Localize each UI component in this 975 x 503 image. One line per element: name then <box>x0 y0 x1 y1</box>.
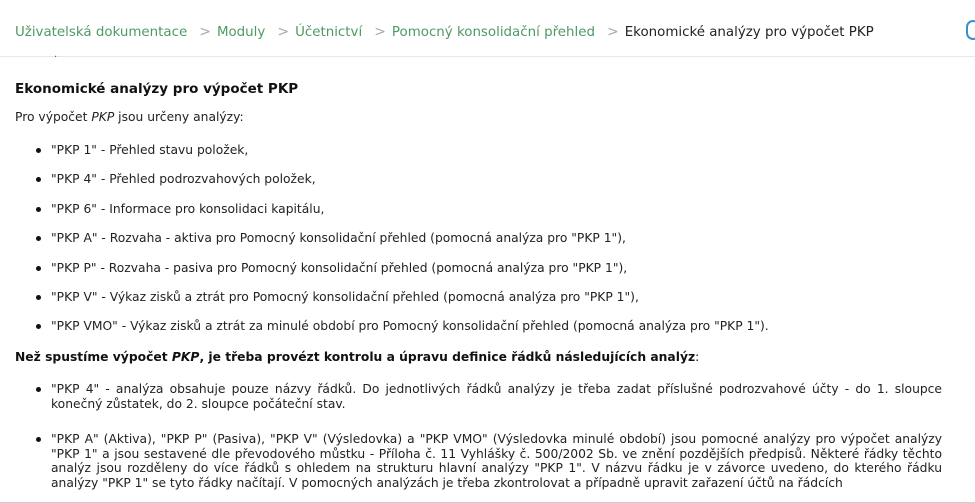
breadcrumb-link-consolidation[interactable]: Pomocný konsolidační přehled <box>391 25 595 40</box>
notes-list <box>15 382 942 490</box>
breadcrumb <box>15 24 874 42</box>
chevron-right-icon: > <box>606 24 619 40</box>
chevron-right-icon: > <box>277 24 290 40</box>
intro-emphasis: PKP <box>91 110 115 124</box>
list-item: "PKP P" - Rozvaha - pasiva pro Pomocný konsolidační přehled (pomocná analýza pro "PKP 1"), <box>15 260 769 289</box>
list-item: "PKP 4" - analýza obsahuje pouze názvy řádků. Do jednotlivých řádků analýzy je třeba zadat příslušné podrozvahové účty - do 1. sloupce konečný zůstatek, do 2. sloupce počáteční stav. <box>15 382 942 411</box>
stray-dot: · <box>54 52 58 63</box>
list-item: "PKP VMO" - Výkaz zisků a ztrát za minulé období pro Pomocný konsolidační přehled (pomocná analýza pro "PKP 1"). <box>15 318 769 347</box>
list-item: "PKP A" (Aktiva), "PKP P" (Pasiva), "PKP V" (Výsledovka) a "PKP VMO" (Výsledovka minulé období) jsou pomocné analýzy pro výpočet analýzy "PKP 1" a jsou sestavené dle převodového můstku - Příloha č. 11 Vyhlášky č. 500/2002 Sb. ve znění pozdějších předpisů. Některé řádky těchto analýz jsou rozděleny do více řádků s ohledem na strukturu hlavní analýzy "PKP 1". V názvu řádku je v závorce uvedeno, do kterého řádku analýzy "PKP 1" se tyto řádky načítají. V pomocných analýzách je třeba zkontrolovat a případně upravit zařazení účtů na řádcích <box>15 432 942 490</box>
intro-paragraph <box>15 110 244 124</box>
check-text-end: , je třeba provézt kontrolu a úpravu definice řádků následujících analýz <box>199 350 696 364</box>
analyses-list <box>15 142 769 348</box>
list-item: "PKP V" - Výkaz zisků a ztrát pro Pomocný konsolidační přehled (pomocná analýza pro "PKP 1"), <box>15 289 769 318</box>
list-item: "PKP 1" - Přehled stavu položek, <box>15 142 769 171</box>
chevron-right-icon: > <box>374 24 386 40</box>
breadcrumb-link-documentation[interactable]: Uživatelská dokumentace <box>15 25 188 40</box>
chevron-right-icon: > <box>199 24 211 40</box>
list-item: "PKP 6" - Informace pro konsolidaci kapitálu, <box>15 201 769 230</box>
check-text: Než spustíme výpočet <box>15 350 172 364</box>
breadcrumb-current: Ekonomické analýzy pro výpočet PKP <box>624 25 874 40</box>
help-circle-icon[interactable] <box>966 20 975 40</box>
breadcrumb-link-modules[interactable]: Moduly <box>216 25 266 40</box>
intro-text-end: jsou určeny analýzy: <box>114 110 244 124</box>
page-title: Ekonomické analýzy pro výpočet PKP <box>15 81 299 97</box>
intro-text: Pro výpočet <box>15 110 92 124</box>
list-item: "PKP 4" - Přehled podrozvahových položek, <box>15 171 769 200</box>
check-paragraph <box>15 350 699 364</box>
list-item: "PKP A" - Rozvaha - aktiva pro Pomocný konsolidační přehled (pomocná analýza pro "PKP 1"), <box>15 230 769 259</box>
breadcrumb-link-accounting[interactable]: Účetnictví <box>295 25 363 40</box>
check-emphasis: PKP <box>171 350 200 364</box>
check-colon: : <box>695 350 700 364</box>
divider <box>0 56 975 57</box>
